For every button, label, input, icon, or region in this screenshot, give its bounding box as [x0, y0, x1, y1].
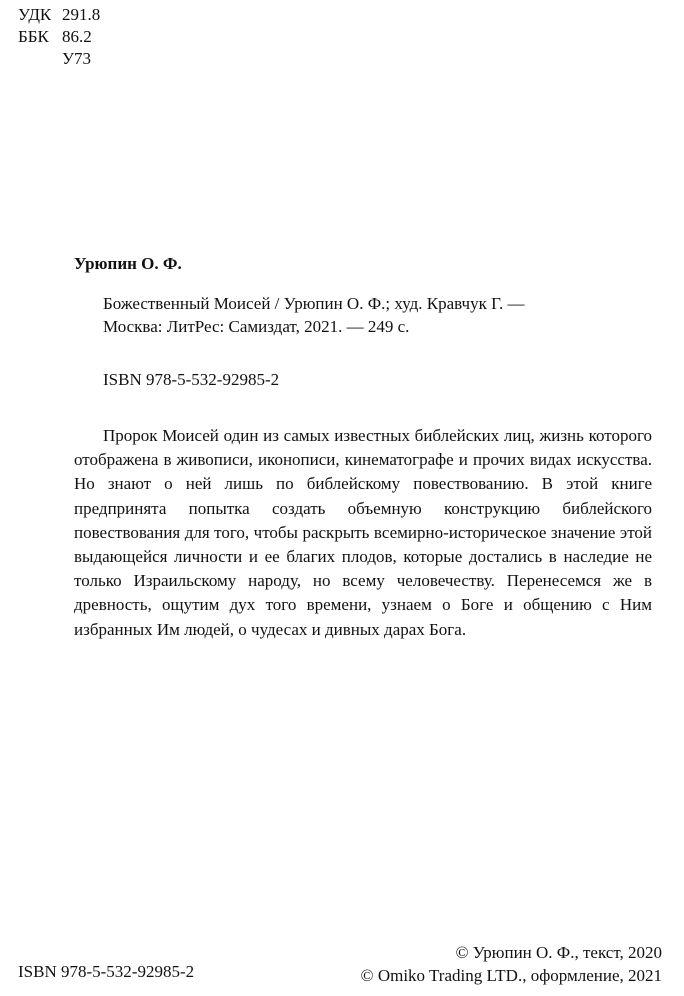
- classification-block: [18, 4, 100, 70]
- classification-key: ББК: [18, 27, 49, 46]
- classification-key: УДК: [18, 5, 52, 24]
- classification-value: У73: [62, 49, 92, 68]
- bibliographic-description: [74, 292, 644, 338]
- copyright-text: © Урюпин О. Ф., текст, 2020: [455, 943, 662, 962]
- classification-row-author-mark: [18, 48, 100, 70]
- annotation-paragraph: Пророк Моисей один из самых известных библейских лиц, жизнь которого отображена в живописи, иконописи, кинематографе и прочих видах искусства. Но знают о ней лишь по библейскому повествованию. В этой книге предпринята попытка создать объемную конструкцию библейского повествования для того, чтобы раскрыть всемирно-историческое значение этой выдающейся личности и ее благих плодов, которые достались в наследие не только Израильскому народу, но всему человечеству. Перенесемся же в древность, ощутим дух того времени, узнаем о Боге и общению с Ним избранных Им людей, о чудесах и дивных дарах Бога.: [74, 426, 652, 639]
- bibliographic-line: Москва: ЛитРес: Самиздат, 2021. — 249 с.: [103, 317, 410, 336]
- classification-row-udk: [18, 4, 100, 26]
- isbn: ISBN 978-5-532-92985-2: [103, 370, 280, 389]
- classification-key: [18, 48, 62, 70]
- copyright-design: © Omiko Trading LTD., оформление, 2021: [360, 966, 662, 985]
- classification-value: 86.2: [62, 27, 92, 46]
- classification-value: 291.8: [62, 5, 101, 24]
- copyright-block: [361, 941, 662, 987]
- author-heading: Урюпин О. Ф.: [74, 254, 182, 273]
- footer-isbn: ISBN 978-5-532-92985-2: [18, 962, 195, 981]
- bibliographic-line: Божественный Моисей / Урюпин О. Ф.; худ. Кравчук Г. —: [103, 294, 525, 313]
- classification-row-bbk: [18, 26, 100, 48]
